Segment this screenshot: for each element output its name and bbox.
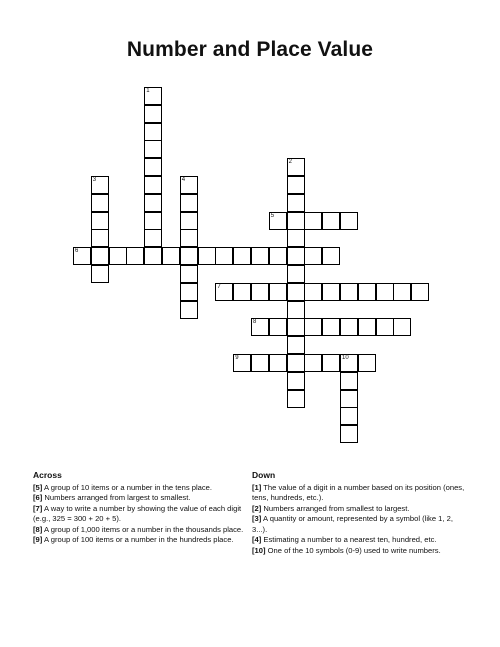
- crossword-cell[interactable]: [144, 158, 162, 176]
- crossword-cell[interactable]: [91, 176, 109, 194]
- crossword-cell[interactable]: [269, 318, 287, 336]
- crossword-cell[interactable]: [126, 247, 144, 265]
- crossword-cell[interactable]: [269, 247, 287, 265]
- crossword-cell[interactable]: [251, 283, 269, 301]
- crossword-cell[interactable]: [287, 265, 305, 283]
- crossword-cell[interactable]: [304, 318, 322, 336]
- crossword-cell[interactable]: [180, 176, 198, 194]
- across-clue-9: [33, 535, 245, 546]
- down-clue-2: [252, 504, 467, 515]
- crossword-cell[interactable]: [287, 318, 305, 336]
- crossword-cell[interactable]: [144, 176, 162, 194]
- clue-number: [1]: [252, 482, 262, 492]
- clue-text: A group of 10 items or a number in the tens place.: [43, 482, 212, 492]
- crossword-cell[interactable]: [180, 265, 198, 283]
- across-clue-6: [33, 493, 245, 504]
- crossword-cell[interactable]: [287, 194, 305, 212]
- crossword-cell[interactable]: [215, 247, 233, 265]
- crossword-cell[interactable]: [304, 212, 322, 230]
- clue-number: [3]: [252, 514, 262, 523]
- crossword-cell[interactable]: [340, 283, 358, 301]
- crossword-cell[interactable]: [322, 283, 340, 301]
- clue-number: [10]: [252, 545, 266, 555]
- crossword-cell[interactable]: [91, 265, 109, 283]
- clue-text: Estimating a number to a nearest ten, hundred, etc.: [263, 535, 437, 544]
- cell-number-10: 10: [342, 355, 349, 361]
- crossword-cell[interactable]: [287, 354, 305, 372]
- crossword-cell[interactable]: [304, 247, 322, 265]
- down-clue-3: [252, 514, 467, 535]
- crossword-cell[interactable]: [144, 212, 162, 230]
- crossword-cell[interactable]: [340, 407, 358, 425]
- crossword-cell[interactable]: [340, 318, 358, 336]
- cell-number-6: 6: [75, 248, 79, 255]
- crossword-cell[interactable]: [233, 247, 251, 265]
- across-clue-7: [33, 504, 245, 525]
- crossword-cell[interactable]: [109, 247, 127, 265]
- clue-number: [7]: [33, 503, 43, 513]
- down-clue-1: [252, 483, 467, 504]
- clue-number: [8]: [33, 524, 43, 534]
- crossword-cell[interactable]: [180, 194, 198, 212]
- cell-number-8: 8: [253, 319, 257, 326]
- down-clue-10: [252, 546, 467, 557]
- crossword-cell[interactable]: [287, 390, 305, 408]
- crossword-cell[interactable]: [287, 212, 305, 230]
- crossword-cell[interactable]: [287, 176, 305, 194]
- across-clue-8: [33, 525, 245, 536]
- crossword-cell[interactable]: [180, 283, 198, 301]
- crossword-cell[interactable]: [144, 123, 162, 141]
- cell-number-9: 9: [235, 355, 239, 361]
- crossword-cell[interactable]: [287, 247, 305, 265]
- clue-text: A group of 100 items or a number in the hundreds place.: [43, 535, 234, 544]
- crossword-cell[interactable]: [322, 247, 340, 265]
- clue-text: A group of 1,000 items or a number in the thousands place.: [43, 524, 244, 534]
- crossword-cell[interactable]: [269, 212, 287, 230]
- crossword-cell[interactable]: [287, 336, 305, 354]
- clue-number: [6]: [33, 493, 43, 502]
- crossword-cell[interactable]: [340, 212, 358, 230]
- page-title: Number and Place Value: [126, 38, 374, 61]
- crossword-cell[interactable]: [198, 247, 216, 265]
- clue-number: [2]: [252, 503, 262, 513]
- crossword-cell[interactable]: [162, 247, 180, 265]
- down-heading: Down: [252, 470, 276, 480]
- crossword-cell[interactable]: [287, 301, 305, 319]
- cell-number-2: 2: [288, 159, 292, 166]
- clue-text: One of the 10 symbols (0-9) used to write numbers.: [267, 545, 441, 555]
- crossword-cell[interactable]: [215, 283, 233, 301]
- across-clues: [33, 470, 245, 546]
- crossword-cell[interactable]: [233, 354, 251, 372]
- crossword-cell[interactable]: [358, 283, 376, 301]
- crossword-cell[interactable]: [304, 354, 322, 372]
- crossword-cell[interactable]: [91, 194, 109, 212]
- crossword-cell[interactable]: [322, 354, 340, 372]
- cell-number-1: 1: [146, 88, 150, 94]
- crossword-cell[interactable]: [233, 283, 251, 301]
- cell-number-5: 5: [270, 212, 275, 219]
- crossword-cell[interactable]: [144, 87, 162, 105]
- clue-text: Numbers arranged from largest to smallest.: [44, 493, 191, 502]
- crossword-cell[interactable]: [180, 247, 198, 265]
- crossword-cell[interactable]: [393, 283, 411, 301]
- clue-text: The value of a digit in a number based on its position (ones, tens, hundreds, etc.).: [252, 482, 465, 502]
- cell-number-7: 7: [217, 283, 221, 290]
- crossword-cell[interactable]: [144, 229, 162, 247]
- clue-number: [9]: [33, 535, 43, 544]
- crossword-cell[interactable]: [251, 354, 269, 372]
- crossword-cell[interactable]: [393, 318, 411, 336]
- crossword-cell[interactable]: [376, 318, 394, 336]
- crossword-cell[interactable]: [180, 212, 198, 230]
- crossword-cell[interactable]: [269, 283, 287, 301]
- crossword-cell[interactable]: [91, 229, 109, 247]
- crossword-cell[interactable]: [287, 229, 305, 247]
- clue-text: A way to write a number by showing the value of each digit (e.g., 325 = 300 + 20 + 5).: [33, 503, 242, 523]
- down-clues: [252, 470, 467, 556]
- clue-number: [4]: [252, 535, 262, 544]
- crossword-cell[interactable]: [322, 318, 340, 336]
- across-clue-5: [33, 483, 245, 494]
- crossword-cell[interactable]: [340, 372, 358, 390]
- crossword-cell[interactable]: [251, 247, 269, 265]
- crossword-cell[interactable]: [91, 212, 109, 230]
- crossword-cell[interactable]: [322, 212, 340, 230]
- crossword-cell[interactable]: [358, 318, 376, 336]
- crossword-cell[interactable]: [269, 354, 287, 372]
- crossword-cell[interactable]: [144, 194, 162, 212]
- crossword-cell[interactable]: [287, 158, 305, 176]
- crossword-cell[interactable]: [180, 229, 198, 247]
- down-clue-4: [252, 535, 467, 546]
- crossword-cell[interactable]: [73, 247, 91, 265]
- crossword-cell[interactable]: [287, 372, 305, 390]
- crossword-cell[interactable]: [376, 283, 394, 301]
- crossword-cell[interactable]: [287, 283, 305, 301]
- crossword-cell[interactable]: [144, 247, 162, 265]
- clue-text: A quantity or amount, represented by a symbol (like 1, 2, 3...).: [252, 514, 453, 534]
- clue-text: Numbers arranged from smallest to largest.: [263, 503, 410, 513]
- crossword-cell[interactable]: [340, 390, 358, 408]
- cell-number-4: 4: [181, 177, 186, 183]
- clue-number: [5]: [33, 482, 43, 492]
- crossword-cell[interactable]: [144, 140, 162, 158]
- crossword-cell[interactable]: [340, 354, 358, 372]
- crossword-cell[interactable]: [251, 318, 269, 336]
- crossword-cell[interactable]: [144, 105, 162, 123]
- crossword-cell[interactable]: [304, 283, 322, 301]
- crossword-cell[interactable]: [91, 247, 109, 265]
- cell-number-3: 3: [92, 177, 97, 183]
- crossword-cell[interactable]: [358, 354, 376, 372]
- across-heading: Across: [33, 470, 62, 480]
- crossword-cell[interactable]: [411, 283, 429, 301]
- crossword-cell[interactable]: [340, 425, 358, 443]
- crossword-cell[interactable]: [180, 301, 198, 319]
